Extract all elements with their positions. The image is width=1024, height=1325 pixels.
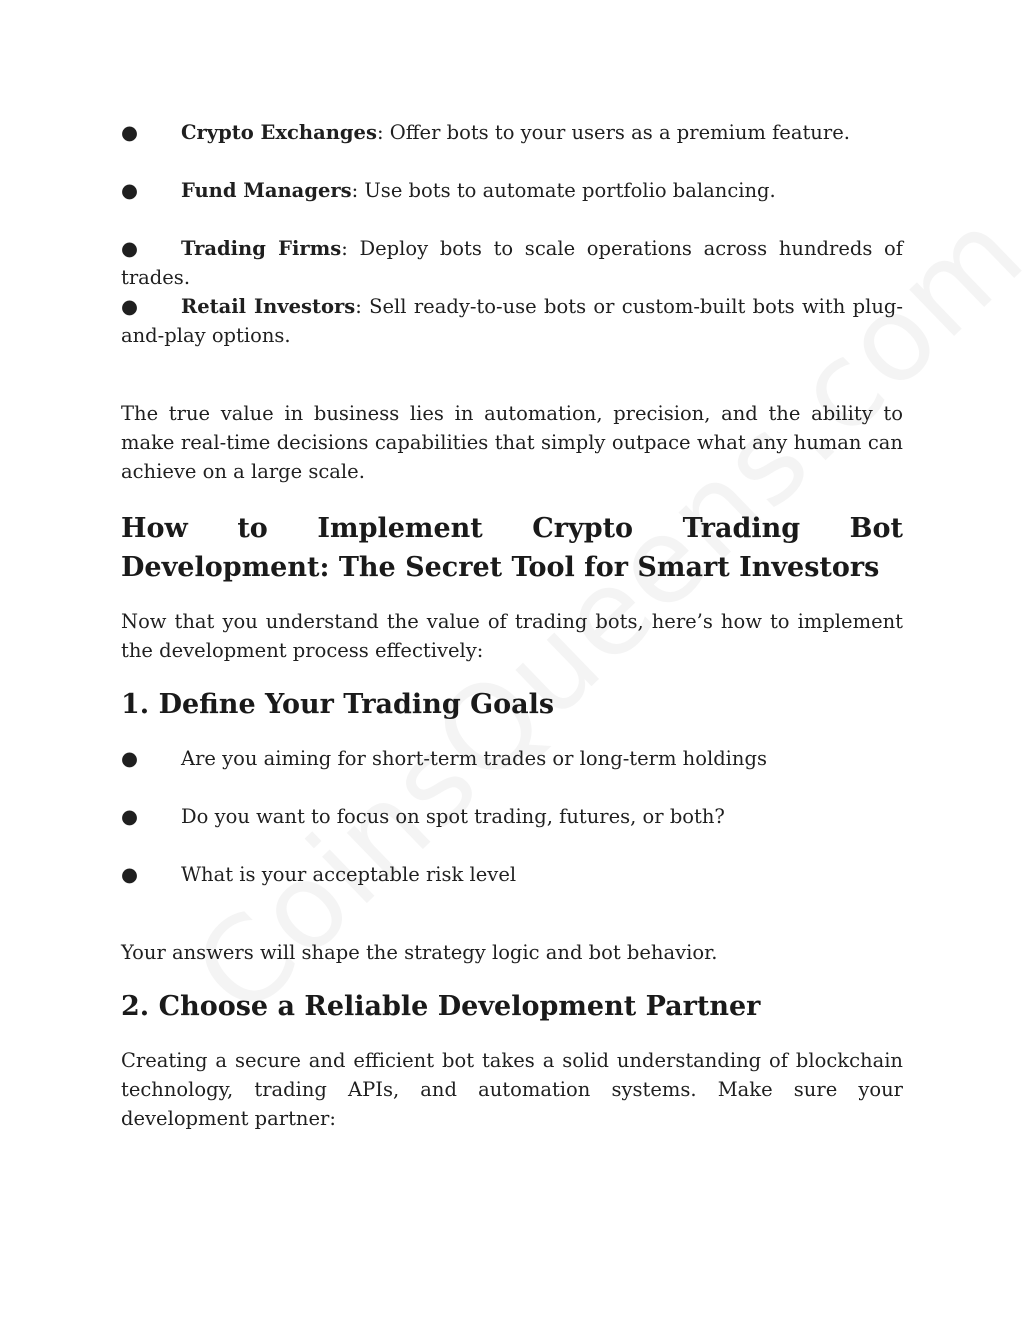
bullet-icon: ● [121,237,139,260]
bullet-icon: ● [121,863,139,886]
list-item-term: Trading Firms [181,237,342,260]
list-item-fund-managers [121,176,903,205]
list-item-text: : Deploy bots to scale operations across hundreds of trades. [121,237,904,289]
list-item-term: Retail Investors [181,295,356,318]
list-item-goal-horizon [121,744,903,773]
section-heading: How to Implement Crypto Trading Bot Development: The Secret Tool for Smart Investors [121,513,903,583]
list-item-goal-market [121,802,903,831]
bullet-icon: ● [121,295,139,318]
step1-heading: 1. Define Your Trading Goals [121,689,555,720]
step2-paragraph: Creating a secure and efficient bot takes a solid understanding of blockchain technology, trading APIs, and automation systems. Make sure your development partner: [121,1049,903,1130]
list-item-text: Do you want to focus on spot trading, futures, or both? [181,805,725,828]
value-paragraph: The true value in business lies in automation, precision, and the ability to make real-time decisions capabilities that simply outpace what any human can achieve on a large scale. [121,402,903,483]
list-item-text: : Offer bots to your users as a premium feature. [376,121,850,144]
list-item-retail-investors [121,292,903,350]
step1-closing-paragraph: Your answers will shape the strategy logic and bot behavior. [121,941,718,964]
list-item-term: Crypto Exchanges [181,121,377,144]
list-item-term: Fund Managers [181,179,352,202]
list-item-goal-risk [121,860,903,889]
list-item-text: : Sell ready-to-use bots or custom-built bots with plug-and-play options. [121,295,903,347]
bullet-icon: ● [121,805,139,828]
bullet-icon: ● [121,121,139,144]
bullet-icon: ● [121,747,139,770]
list-item-text: Are you aiming for short-term trades or long-term holdings [181,747,767,770]
bullet-icon: ● [121,179,139,202]
step2-heading: 2. Choose a Reliable Development Partner [121,991,761,1022]
list-item-trading-firms [121,234,903,292]
list-item-text: : Use bots to automate portfolio balancing. [351,179,776,202]
intro-paragraph: Now that you understand the value of trading bots, here’s how to implement the development process effectively: [121,610,903,662]
list-item-text: What is your acceptable risk level [181,863,517,886]
list-item-crypto-exchanges [121,118,903,147]
